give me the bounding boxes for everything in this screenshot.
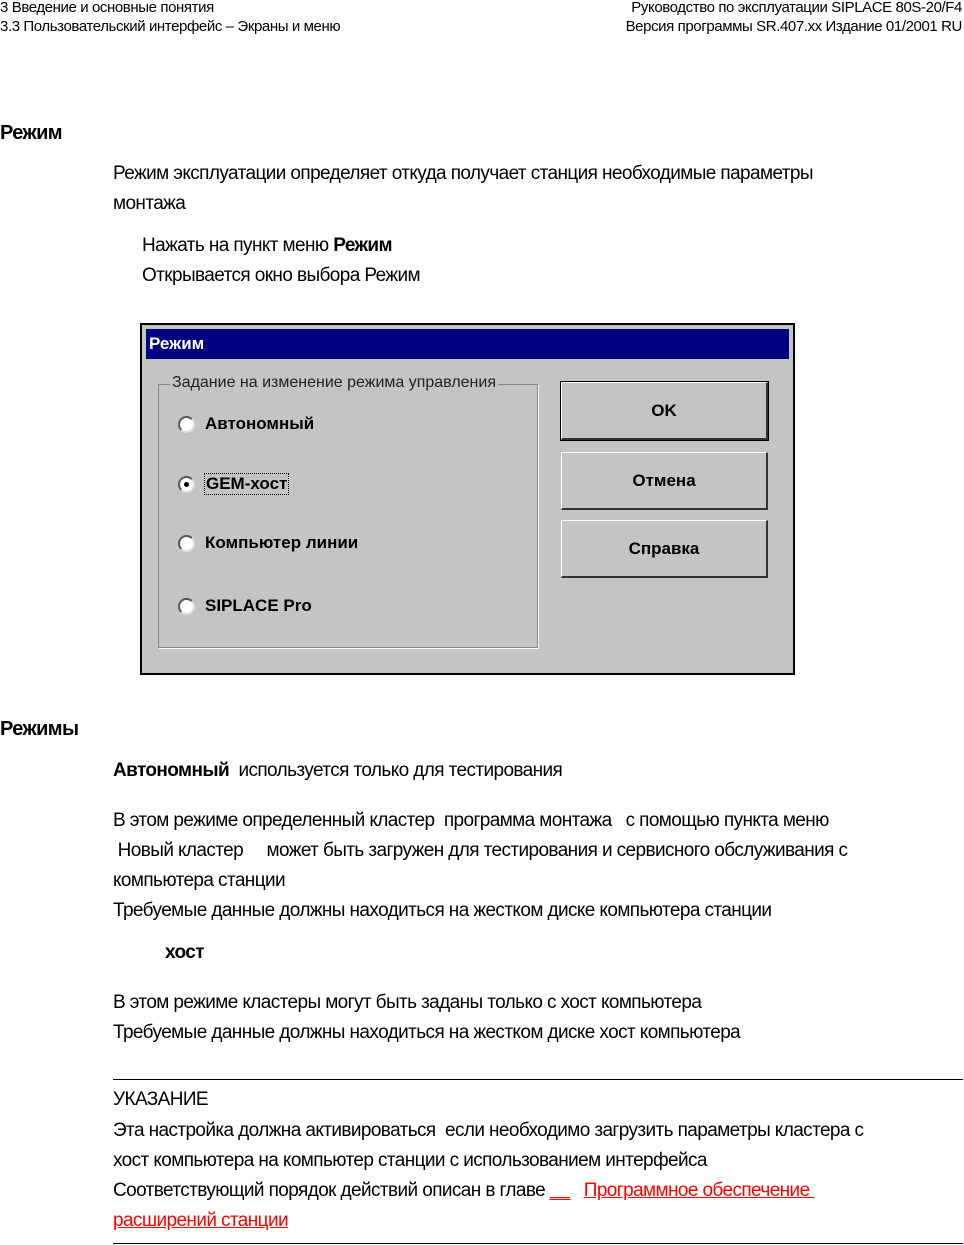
step-2: Открывается окно выбора Режим: [142, 265, 420, 286]
cancel-button[interactable]: Отмена: [561, 452, 768, 510]
radio-circle-icon[interactable]: [178, 535, 195, 552]
radio-circle-icon[interactable]: [178, 598, 195, 615]
link-gap[interactable]: __: [549, 1180, 570, 1201]
note-text: хост компьютера на компьютер станции с использованием интерфейса: [113, 1150, 707, 1171]
radio-selected-icon[interactable]: [178, 476, 195, 493]
mode-dialog: [140, 323, 795, 675]
step-1: [142, 235, 392, 257]
note-text: Соответствующий порядок действий описан в главе: [113, 1180, 550, 1201]
radio-siplace-pro[interactable]: [178, 596, 312, 616]
radio-label: SIPLACE Pro: [205, 596, 312, 615]
radio-label: Компьютер линии: [205, 533, 359, 552]
radio-autonomous[interactable]: [178, 414, 314, 434]
note-text-line: [113, 1180, 814, 1202]
divider: [113, 1243, 963, 1244]
radio-circle-icon[interactable]: [178, 416, 195, 433]
paragraph: компьютера станции: [113, 870, 286, 891]
header-chapter: 3 Введение и основные понятия: [0, 0, 214, 16]
term: Автономный: [113, 760, 230, 781]
chapter-link[interactable]: Программное обеспечение: [583, 1180, 815, 1201]
divider: [113, 1079, 963, 1080]
note-text: Эта настройка должна активироваться если необходимо загрузить параметры кластера с: [113, 1120, 864, 1141]
host-heading: хост: [165, 942, 204, 963]
paragraph: В этом режиме определенный кластер программа монтажа с помощью пункта меню: [113, 810, 829, 831]
chapter-link-cont[interactable]: расширений станции: [113, 1210, 288, 1231]
ok-button[interactable]: OK: [561, 382, 768, 440]
dialog-title: Режим: [146, 329, 789, 359]
step-menu-item: Режим: [333, 235, 392, 256]
radio-label: GEM-хост: [206, 474, 288, 493]
paragraph: монтажа: [113, 193, 186, 214]
paragraph: Требуемые данные должны находиться на жестком диске компьютера станции: [113, 900, 772, 921]
section-heading-modes: Режимы: [0, 718, 79, 740]
radio-line-computer[interactable]: [178, 533, 358, 553]
paragraph: Режим эксплуатации определяет откуда получает станция необходимые параметры: [113, 163, 813, 184]
step-text: Нажать на пункт меню: [142, 235, 334, 256]
radio-gem-host[interactable]: [178, 474, 288, 494]
header-version: Версия программы SR.407.xx Издание 01/2001 RU: [625, 18, 962, 35]
header-section: 3.3 Пользовательский интерфейс – Экраны и меню: [0, 18, 341, 35]
group-label: Задание на изменение режима управления: [172, 374, 496, 391]
section-heading-mode: Режим: [0, 122, 62, 144]
radio-label: Автономный: [205, 414, 315, 433]
autonomous-desc: [113, 760, 562, 782]
paragraph: В этом режиме кластеры могут быть заданы только с хост компьютера: [113, 992, 702, 1013]
help-button[interactable]: Справка: [561, 520, 768, 578]
desc: используется только для тестирования: [229, 760, 563, 781]
paragraph: Новый кластер может быть загружен для тестирования и сервисного обслуживания с: [113, 840, 848, 861]
note-title: УКАЗАНИЕ: [113, 1089, 208, 1110]
paragraph: Требуемые данные должны находиться на жестком диске хост компьютера: [113, 1022, 741, 1043]
header-manual: Руководство по эксплуатации SIPLACE 80S-20/F4: [631, 0, 962, 16]
